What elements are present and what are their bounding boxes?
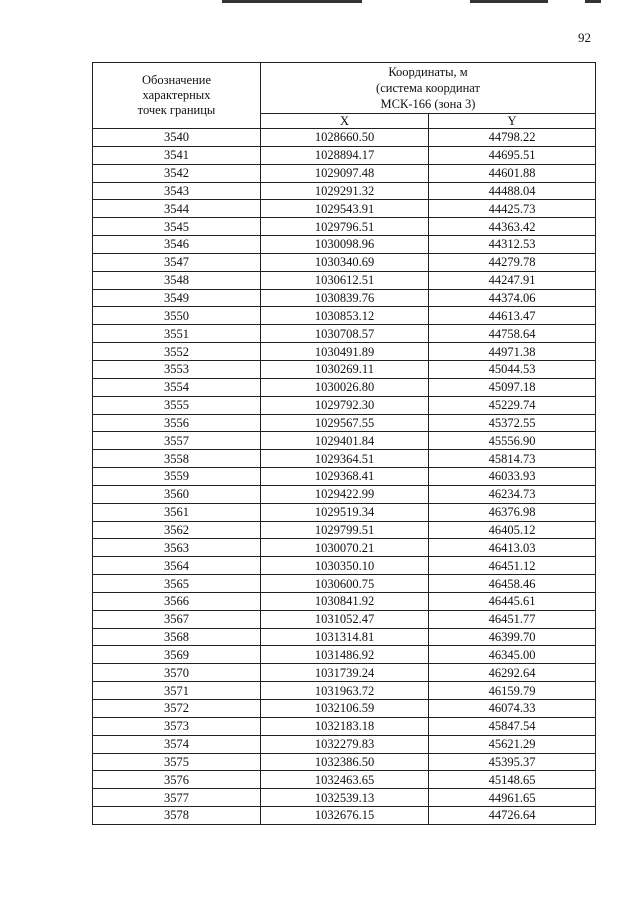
y-coordinate-cell: 46413.03 bbox=[429, 539, 596, 557]
y-coordinate-cell: 44758.64 bbox=[429, 325, 596, 343]
y-coordinate-cell: 46445.61 bbox=[429, 592, 596, 610]
table-row bbox=[93, 753, 596, 771]
point-number-cell: 3575 bbox=[93, 753, 261, 771]
y-coordinate-cell: 44961.65 bbox=[429, 789, 596, 807]
point-number-cell: 3543 bbox=[93, 182, 261, 200]
point-number-cell: 3545 bbox=[93, 218, 261, 236]
x-coordinate-cell: 1030708.57 bbox=[261, 325, 429, 343]
y-coordinate-cell: 44374.06 bbox=[429, 289, 596, 307]
table-row bbox=[93, 289, 596, 307]
point-number-cell: 3573 bbox=[93, 717, 261, 735]
x-coordinate-cell: 1029543.91 bbox=[261, 200, 429, 218]
x-coordinate-cell: 1029291.32 bbox=[261, 182, 429, 200]
point-number-cell: 3541 bbox=[93, 146, 261, 164]
y-coordinate-cell: 44247.91 bbox=[429, 271, 596, 289]
x-coordinate-cell: 1030841.92 bbox=[261, 592, 429, 610]
table-row bbox=[93, 539, 596, 557]
point-number-cell: 3547 bbox=[93, 253, 261, 271]
table-row bbox=[93, 450, 596, 468]
x-coordinate-cell: 1030612.51 bbox=[261, 271, 429, 289]
header-line: Координаты, м bbox=[388, 65, 468, 79]
x-coordinate-cell: 1029368.41 bbox=[261, 468, 429, 486]
y-coordinate-cell: 44613.47 bbox=[429, 307, 596, 325]
table-row bbox=[93, 503, 596, 521]
header-point-designation bbox=[93, 63, 261, 129]
y-coordinate-cell: 45229.74 bbox=[429, 396, 596, 414]
y-coordinate-cell: 44312.53 bbox=[429, 236, 596, 254]
x-coordinate-cell: 1029519.34 bbox=[261, 503, 429, 521]
y-coordinate-cell: 46451.77 bbox=[429, 610, 596, 628]
point-number-cell: 3576 bbox=[93, 771, 261, 789]
table-row bbox=[93, 717, 596, 735]
x-coordinate-cell: 1032183.18 bbox=[261, 717, 429, 735]
table-row bbox=[93, 129, 596, 147]
header-line: (система координат bbox=[376, 81, 480, 95]
point-number-cell: 3546 bbox=[93, 236, 261, 254]
x-coordinate-cell: 1030026.80 bbox=[261, 378, 429, 396]
x-coordinate-cell: 1031739.24 bbox=[261, 664, 429, 682]
point-number-cell: 3550 bbox=[93, 307, 261, 325]
point-number-cell: 3562 bbox=[93, 521, 261, 539]
table-row bbox=[93, 253, 596, 271]
table-row bbox=[93, 575, 596, 593]
table-row bbox=[93, 182, 596, 200]
header-coordinates bbox=[261, 63, 596, 114]
point-number-cell: 3574 bbox=[93, 735, 261, 753]
point-number-cell: 3568 bbox=[93, 628, 261, 646]
point-number-cell: 3554 bbox=[93, 378, 261, 396]
table-body bbox=[93, 129, 596, 825]
point-number-cell: 3557 bbox=[93, 432, 261, 450]
y-coordinate-cell: 45395.37 bbox=[429, 753, 596, 771]
x-coordinate-cell: 1029097.48 bbox=[261, 164, 429, 182]
header-y: Y bbox=[429, 114, 596, 129]
x-coordinate-cell: 1029799.51 bbox=[261, 521, 429, 539]
point-number-cell: 3564 bbox=[93, 557, 261, 575]
x-coordinate-cell: 1030491.89 bbox=[261, 343, 429, 361]
y-coordinate-cell: 46345.00 bbox=[429, 646, 596, 664]
table-row bbox=[93, 700, 596, 718]
table-row bbox=[93, 307, 596, 325]
y-coordinate-cell: 46292.64 bbox=[429, 664, 596, 682]
y-coordinate-cell: 45044.53 bbox=[429, 360, 596, 378]
table-row bbox=[93, 325, 596, 343]
point-number-cell: 3566 bbox=[93, 592, 261, 610]
point-number-cell: 3555 bbox=[93, 396, 261, 414]
y-coordinate-cell: 46234.73 bbox=[429, 485, 596, 503]
table-row bbox=[93, 271, 596, 289]
table-row bbox=[93, 557, 596, 575]
y-coordinate-cell: 44279.78 bbox=[429, 253, 596, 271]
y-coordinate-cell: 46451.12 bbox=[429, 557, 596, 575]
y-coordinate-cell: 45556.90 bbox=[429, 432, 596, 450]
header-line: МСК-166 (зона 3) bbox=[380, 97, 476, 111]
top-mark bbox=[222, 0, 362, 3]
y-coordinate-cell: 44601.88 bbox=[429, 164, 596, 182]
x-coordinate-cell: 1032279.83 bbox=[261, 735, 429, 753]
point-number-cell: 3560 bbox=[93, 485, 261, 503]
table-row bbox=[93, 378, 596, 396]
header-line: характерных bbox=[142, 88, 211, 102]
y-coordinate-cell: 44488.04 bbox=[429, 182, 596, 200]
point-number-cell: 3577 bbox=[93, 789, 261, 807]
top-edge-marks bbox=[0, 0, 640, 6]
point-number-cell: 3558 bbox=[93, 450, 261, 468]
table-row bbox=[93, 592, 596, 610]
x-coordinate-cell: 1032386.50 bbox=[261, 753, 429, 771]
point-number-cell: 3549 bbox=[93, 289, 261, 307]
y-coordinate-cell: 46405.12 bbox=[429, 521, 596, 539]
header-line: Обозначение bbox=[141, 73, 212, 87]
table-row bbox=[93, 735, 596, 753]
y-coordinate-cell: 44971.38 bbox=[429, 343, 596, 361]
header-line: точек границы bbox=[137, 103, 216, 117]
point-number-cell: 3548 bbox=[93, 271, 261, 289]
point-number-cell: 3559 bbox=[93, 468, 261, 486]
y-coordinate-cell: 46033.93 bbox=[429, 468, 596, 486]
y-coordinate-cell: 45814.73 bbox=[429, 450, 596, 468]
table-row bbox=[93, 485, 596, 503]
table-row bbox=[93, 218, 596, 236]
point-number-cell: 3544 bbox=[93, 200, 261, 218]
y-coordinate-cell: 45847.54 bbox=[429, 717, 596, 735]
x-coordinate-cell: 1029796.51 bbox=[261, 218, 429, 236]
point-number-cell: 3540 bbox=[93, 129, 261, 147]
y-coordinate-cell: 44425.73 bbox=[429, 200, 596, 218]
table-row bbox=[93, 414, 596, 432]
point-number-cell: 3572 bbox=[93, 700, 261, 718]
table-row bbox=[93, 682, 596, 700]
x-coordinate-cell: 1029792.30 bbox=[261, 396, 429, 414]
x-coordinate-cell: 1028660.50 bbox=[261, 129, 429, 147]
table-row bbox=[93, 521, 596, 539]
y-coordinate-cell: 46458.46 bbox=[429, 575, 596, 593]
y-coordinate-cell: 46159.79 bbox=[429, 682, 596, 700]
table-row bbox=[93, 164, 596, 182]
x-coordinate-cell: 1029364.51 bbox=[261, 450, 429, 468]
x-coordinate-cell: 1030098.96 bbox=[261, 236, 429, 254]
x-coordinate-cell: 1030839.76 bbox=[261, 289, 429, 307]
table-row bbox=[93, 628, 596, 646]
x-coordinate-cell: 1031963.72 bbox=[261, 682, 429, 700]
y-coordinate-cell: 46376.98 bbox=[429, 503, 596, 521]
point-number-cell: 3569 bbox=[93, 646, 261, 664]
x-coordinate-cell: 1029401.84 bbox=[261, 432, 429, 450]
x-coordinate-cell: 1031314.81 bbox=[261, 628, 429, 646]
y-coordinate-cell: 45148.65 bbox=[429, 771, 596, 789]
table-row bbox=[93, 146, 596, 164]
table-row bbox=[93, 396, 596, 414]
point-number-cell: 3578 bbox=[93, 807, 261, 825]
x-coordinate-cell: 1029567.55 bbox=[261, 414, 429, 432]
y-coordinate-cell: 45372.55 bbox=[429, 414, 596, 432]
top-mark bbox=[470, 0, 548, 3]
point-number-cell: 3556 bbox=[93, 414, 261, 432]
x-coordinate-cell: 1030600.75 bbox=[261, 575, 429, 593]
x-coordinate-cell: 1031052.47 bbox=[261, 610, 429, 628]
table-row bbox=[93, 771, 596, 789]
coordinates-table bbox=[92, 62, 596, 825]
y-coordinate-cell: 44363.42 bbox=[429, 218, 596, 236]
point-number-cell: 3551 bbox=[93, 325, 261, 343]
table-row bbox=[93, 432, 596, 450]
point-number-cell: 3553 bbox=[93, 360, 261, 378]
x-coordinate-cell: 1028894.17 bbox=[261, 146, 429, 164]
y-coordinate-cell: 44695.51 bbox=[429, 146, 596, 164]
x-coordinate-cell: 1032539.13 bbox=[261, 789, 429, 807]
table-row bbox=[93, 343, 596, 361]
y-coordinate-cell: 46399.70 bbox=[429, 628, 596, 646]
y-coordinate-cell: 45621.29 bbox=[429, 735, 596, 753]
point-number-cell: 3563 bbox=[93, 539, 261, 557]
point-number-cell: 3571 bbox=[93, 682, 261, 700]
table-row bbox=[93, 807, 596, 825]
y-coordinate-cell: 44798.22 bbox=[429, 129, 596, 147]
point-number-cell: 3567 bbox=[93, 610, 261, 628]
point-number-cell: 3570 bbox=[93, 664, 261, 682]
header-x: X bbox=[261, 114, 429, 129]
x-coordinate-cell: 1030853.12 bbox=[261, 307, 429, 325]
x-coordinate-cell: 1032676.15 bbox=[261, 807, 429, 825]
x-coordinate-cell: 1032106.59 bbox=[261, 700, 429, 718]
table-row bbox=[93, 646, 596, 664]
y-coordinate-cell: 44726.64 bbox=[429, 807, 596, 825]
point-number-cell: 3542 bbox=[93, 164, 261, 182]
point-number-cell: 3565 bbox=[93, 575, 261, 593]
table-row bbox=[93, 789, 596, 807]
page-number: 92 bbox=[578, 30, 591, 45]
top-mark bbox=[585, 0, 601, 3]
x-coordinate-cell: 1030269.11 bbox=[261, 360, 429, 378]
x-coordinate-cell: 1030070.21 bbox=[261, 539, 429, 557]
x-coordinate-cell: 1031486.92 bbox=[261, 646, 429, 664]
table-row bbox=[93, 610, 596, 628]
table-row bbox=[93, 468, 596, 486]
x-coordinate-cell: 1030340.69 bbox=[261, 253, 429, 271]
x-coordinate-cell: 1030350.10 bbox=[261, 557, 429, 575]
table-row bbox=[93, 236, 596, 254]
point-number-cell: 3552 bbox=[93, 343, 261, 361]
table-row bbox=[93, 200, 596, 218]
x-coordinate-cell: 1029422.99 bbox=[261, 485, 429, 503]
point-number-cell: 3561 bbox=[93, 503, 261, 521]
table-row bbox=[93, 360, 596, 378]
y-coordinate-cell: 45097.18 bbox=[429, 378, 596, 396]
y-coordinate-cell: 46074.33 bbox=[429, 700, 596, 718]
x-coordinate-cell: 1032463.65 bbox=[261, 771, 429, 789]
table-row bbox=[93, 664, 596, 682]
